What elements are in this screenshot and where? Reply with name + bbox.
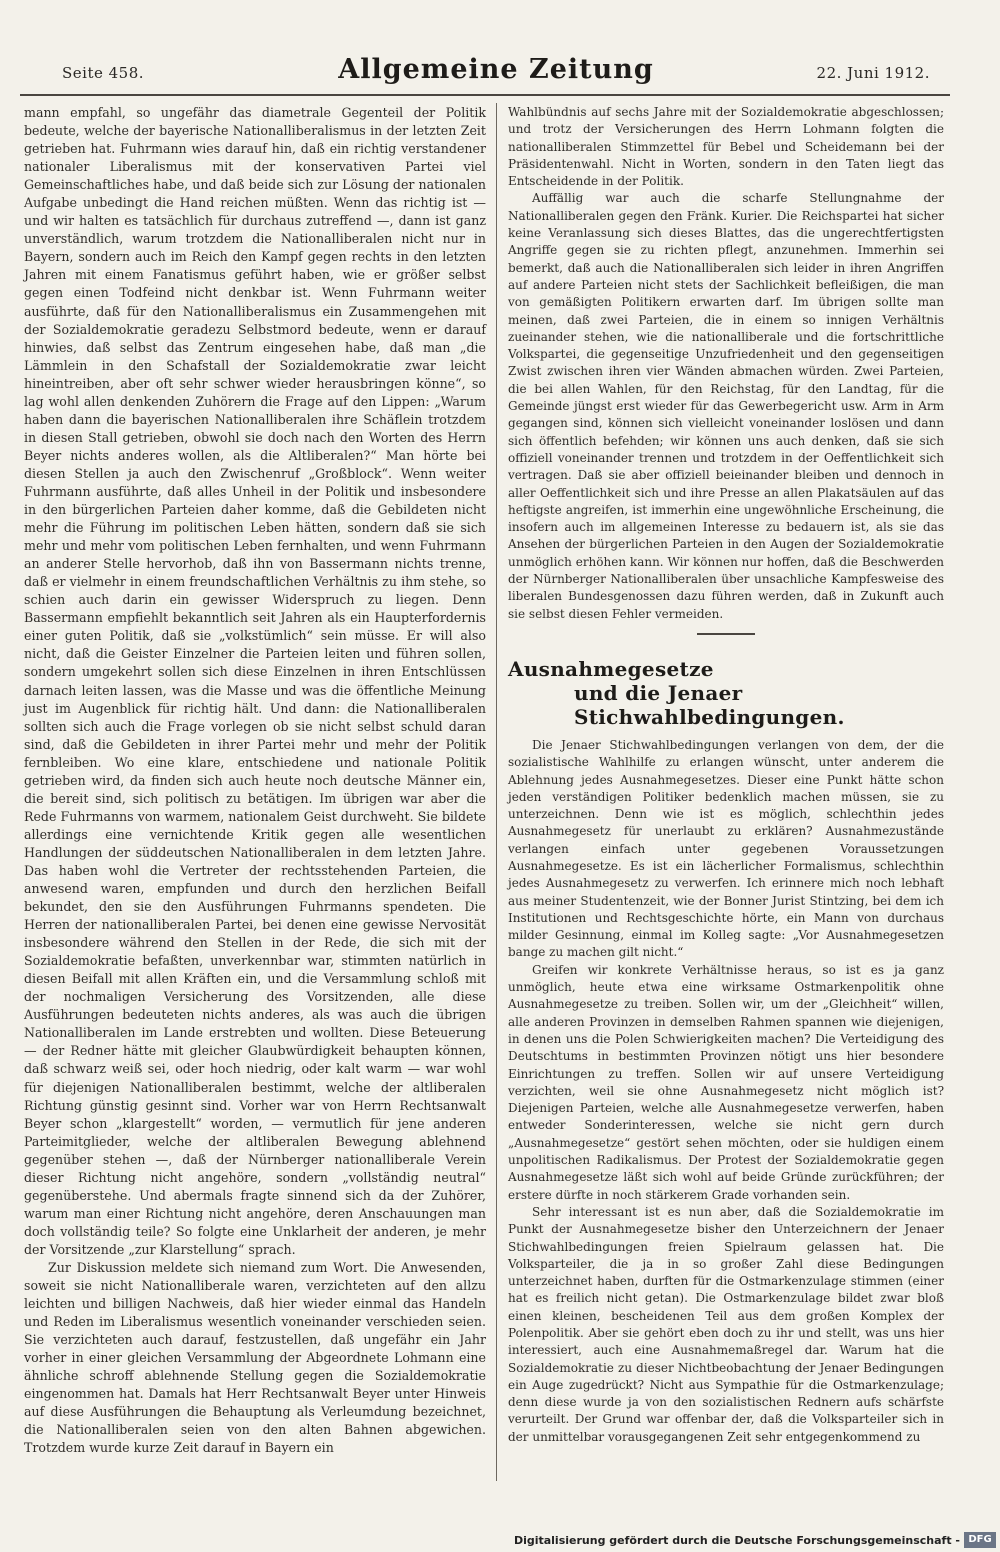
article-paragraph: Die Jenaer Stichwahlbedingungen verlangen von dem, der die sozialistische Wahlhilfe zu erlangen wünscht, unter anderem die Ablehnung jedes Ausnahmegesetzes. Dieser eine Punkt hätte schon jeden verständigen Politiker bedenklich machen müssen, sie zu unterzeichnen. Denn wie ist es möglich, schlechthin jedes Ausnahmegesetz für unerlaubt zu erklären? Ausnahmezustände verlangen einfach unter gegebenen Voraussetzungen Ausnahmegesetze. Es ist ein lächerlicher Formalismus, schlechthin jedes Ausnahmegesetz zu verwerfen. Ich erinnere mich noch lebhaft aus meiner Studentenzeit, wie der Bonner Jurist Stintzing, bei dem ich Institutionen und Rechtsgeschichte hörte, ein Mann von durchaus milder Gesinnung, einmal im Kolleg sagte: „Vor Ausnahmegesetzen bange zu machen gilt nicht.“ — [508, 737, 944, 960]
article-paragraph: Zur Diskussion meldete sich niemand zum Wort. Die Anwesenden, soweit sie nicht Nationalliberale waren, verzichteten auf den allzu leichten und billigen Nachweis, daß hier wieder einmal das Handeln und Reden im Liberalismus wesentlich voneinander verschieden seien. Sie verzichteten auch darauf, festzustellen, daß ungefähr ein Jahr vorher in einer gleichen Versammlung der Abgeordnete Lohmann eine ähnliche schroff ablehnende Stellung gegen die Sozialdemokratie eingenommen hat. Damals hat Herr Rechtsanwalt Beyer unter Hinweis auf diese Ausführungen die Behauptung als Verleumdung bezeichnet, die Nationalliberalen seien von den alten Bahnen abgewichen. Trotzdem wurde kurze Zeit darauf in Bayern ein — [24, 1260, 486, 1456]
column-divider — [496, 103, 497, 1481]
page-header — [62, 54, 930, 94]
article-paragraph: mann empfahl, so ungefähr das diametrale Gegenteil der Politik bedeute, welche der bayerische Nationalliberalismus in der letzten Zeit getrieben hat. Fuhrmann wies darauf hin, daß ein richtig verstandener nationaler Liberalismus mit der konservativen Partei viel Gemeinschaftliches habe, und daß beide sich zur Lösung der nationalen Aufgabe unbedingt die Hand reichen müßten. Wenn das richtig ist — und wir halten es tatsächlich für durchaus zutreffend —, dann ist ganz unverständlich, warum trotzdem die Nationalliberalen nicht nur in Bayern, sondern auch im Reich den Kampf gegen rechts in den letzten Jahren mit einem Fanatismus geführt haben, wie er größer selbst gegen einen Todfeind nicht denkbar ist. Wenn Fuhrmann weiter ausführte, daß für den Nationalliberalismus ein Zusammengehen mit der Sozialdemokratie geradezu Selbstmord bedeute, wenn er darauf hinwies, daß selbst das Zentrum eingesehen habe, daß man „die Lämmlein in den Schafstall der Sozialdemokratie zwar leicht hineintreiben, aber oft sehr schwer wieder herausbringen könne“, so lag wohl allen denkenden Zuhörern die Frage auf den Lippen: „Warum haben dann die bayerischen Nationalliberalen ihre Schäflein trotzdem in diesen Stall getrieben, obwohl sie doch nach den Worten des Herrn Beyer nichts anderes wollen, als die Altliberalen?“ Man hörte bei diesen Stellen ja auch den Zwischenruf „Großblock“. Wenn weiter Fuhrmann ausführte, daß alles Unheil in der Politik und insbesondere in den bürgerlichen Parteien daher komme, daß die Gebildeten nicht mehr die Führung im politischen Leben hätten, sondern daß sie sich mehr und mehr vom politischen Leben fernhalten, und wenn Fuhrmann an anderer Stelle hervorhob, daß ihn von Bassermann nichts trenne, daß er vielmehr in einem freundschaftlichen Verhältnis zu ihm stehe, so schien auch darin ein gewisser Widerspruch zu liegen. Denn Bassermann empfiehlt bekanntlich seit Jahren als ein Haupterfordernis einer guten Politik, daß sie „volkstümlich“ sein müsse. Er will also nicht, daß die Geister Einzelner die Parteien leiten und führen sollen, sondern umgekehrt sollen sich diese Einzelnen in ihren Entschlüssen darnach leiten lassen, was die Masse und was die öffentliche Meinung just im Augenblick für richtig hält. Und dann: die Nationalliberalen sollten sich auch die Frage vorlegen ob sie nicht selbst schuld daran sind, daß die Gebildeten in ihrer Partei mehr und mehr der Politik fernbleiben. Wo eine klare, entschiedene und nationale Politik getrieben wird, da finden sich auch heute noch deutsche Männer ein, die bereit sind, sich politisch zu betätigen. Im übrigen war aber die Rede Fuhrmanns von warmem, nationalem Geist durchweht. Sie bildete allerdings eine vernichtende Kritik gegen alle wesentlichen Handlungen der süddeutschen Nationalliberalen in dem letzten Jahre. Das haben wohl die Vertreter der rechtsstehenden Parteien, die anwesend waren, empfunden und durch den herzlichen Beifall bekundet, den sie den Ausführungen Fuhrmanns spendeten. Die Herren der nationalliberalen Partei, bei denen eine gewisse Nervosität insbesondere während den Stellen in der Rede, die sich mit der Sozialdemokratie befaßten, unverkennbar war, stimmten natürlich in diesen Beifall mit allen Kräften ein, und die Versammlung schloß mit der nochmaligen Versicherung des Vorsitzenden, alle diese Ausführungen bedeuteten nichts anderes, als was auch die übrigen Nationalliberalen im Lande erstrebten und wollten. Diese Beteuerung — der Redner hätte mit gleicher Glaubwürdigkeit behaupten können, daß schwarz weiß sei, oder hoch niedrig, oder kalt warm — war wohl für diejenigen Nationalliberalen bestimmt, welche der altliberalen Richtung günstig gesinnt sind. Vorher war von Herrn Rechtsanwalt Beyer schon „klargestellt“ worden, — vermutlich für jene anderen Parteimitglieder, welche der altliberalen Bewegung ablehnend gegenüber stehen —, daß der Nürnberger nationalliberale Verein dieser Richtung nicht angehöre, sondern „vollständig neutral“ gegenüberstehe. Und abermals fragte sinnend sich da der Zuhörer, warum man einer Richtung nicht angehöre, deren Anschauungen man doch vollständig teile? So folgte eine Unklarheit der anderen, je mehr der Vorsitzende „zur Klarstellung“ sprach. — [24, 105, 486, 1257]
digitization-footer — [0, 1530, 1000, 1552]
left-column — [24, 104, 486, 1458]
section-heading — [508, 657, 944, 729]
issue-date: 22. Juni 1912. — [816, 64, 930, 82]
masthead-title: Allgemeine Zeitung — [338, 54, 654, 85]
article-paragraph: Auffällig war auch die scharfe Stellungnahme der Nationalliberalen gegen den Fränk. Kurier. Die Reichspartei hat sicher keine Veranlassung sich dieses Blattes, das die ungerechtfertigsten Angriffe gegen sie zu richten pflegt, anzunehmen. Immerhin sei bemerkt, daß auch die Nationalliberalen sich leider in ihren Angriffen auf andere Parteien nicht stets der Sachlichkeit befleißigen, die man von gemäßigten Politikern erwarten darf. Im übrigen sollte man meinen, daß zwei Parteien, die in einem so innigen Verhältnis zueinander stehen, wie die nationalliberale und die fortschrittliche Volkspartei, die gegenseitige Unzufriedenheit und den gegenseitigen Zwist zwischen ihren vier Wänden abmachen würden. Zwei Parteien, die bei allen Wahlen, für den Reichstag, für den Landtag, für die Gemeinde jüngst erst wieder für das Gewerbegericht usw. Arm in Arm gegangen sind, können sich vielleicht voneinander loslösen und dann sich öffentlich befehden; wir können uns auch denken, daß sie sich offiziell voneinander trennen und trotzdem in der Oeffentlichkeit sich vertragen. Daß sie aber offiziell beieinander bleiben und dennoch in aller Oeffentlichkeit sich und ihre Presse an allen Plakatsäulen auf das heftigste angreifen, ist immerhin eine ungewöhnliche Erscheinung, die insofern auch im allgemeinen Interesse zu bedauern ist, als sie das Ansehen der bürgerlichen Parteien in den Augen der Sozialdemokratie unmöglich erhöhen kann. Wir können nur hoffen, daß die Beschwerden der Nürnberger Nationalliberalen über unsachliche Kampfesweise des liberalen Bundesgenossen dazu führen werden, daß in Zukunft auch sie selbst diesen Fehler vermeiden. — [508, 191, 944, 621]
right-column — [508, 104, 944, 1446]
funding-notice: Digitalisierung gefördert durch die Deutsche Forschungsgemeinschaft - — [513, 1534, 960, 1547]
header-rule — [20, 94, 950, 96]
article-separator — [697, 633, 755, 635]
article-paragraph: Greifen wir konkrete Verhältnisse heraus, so ist es ja ganz unmöglich, heute etwa eine wirksame Ostmarkenpolitik ohne Ausnahmegesetze zu treiben. Sollen wir, um der „Gleichheit“ willen, alle anderen Provinzen in demselben Rahmen spannen wie diejenigen, in denen uns die Polen Schwierigkeiten machen? Die Verteidigung des Deutschtums in bestimmten Provinzen nötigt uns hier besondere Einrichtungen zu treffen. Sollen wir auf unsere Verteidigung verzichten, weil sie ohne Ausnahmegesetz nicht möglich ist? Diejenigen Parteien, welche alle Ausnahmegesetze verwerfen, haben entweder Sonderinteressen, welche sie nicht gern durch „Ausnahmegesetze“ gestört sehen möchten, oder sie huldigen einem unpolitischen Radikalismus. Der Protest der Sozialdemokratie gegen Ausnahmegesetze läßt sich wohl auf beide Gründe zurückführen; der erstere dürfte in noch stärkerem Grade vorhanden sein. — [508, 962, 944, 1202]
article-paragraph: Wahlbündnis auf sechs Jahre mit der Sozialdemokratie abgeschlossen; und trotz der Versicherungen des Herrn Lohmann folgten die nationalliberalen Stimmzettel für Bebel und Scheidemann bei der Präsidentenwahl. Nicht in Worten, sondern in den Taten liegt das Entscheidende in der Politik. — [508, 105, 944, 189]
dfg-logo-icon: DFG — [964, 1532, 996, 1548]
page-number: Seite 458. — [62, 64, 145, 82]
article-paragraph: Sehr interessant ist es nun aber, daß die Sozialdemokratie im Punkt der Ausnahmegesetze bisher den Unterzeichnern der Jenaer Stichwahlbedingungen freien Spielraum gelassen hat. Die Volksparteiler, die ja in so großer Zahl diese Bedingungen unterzeichnet haben, durften für die Ostmarkenzulage stimmen (einer hat es freilich nicht getan). Die Ostmarkenzulage bildet zwar bloß einen kleinen, bescheidenen Teil aus dem großen Komplex der Polenpolitik. Aber sie gehört eben doch zu ihr und stellt, was uns hier interessiert, auch eine Ausnahmemaßregel dar. Warum hat die Sozialdemokratie zu dieser Nichtbeobachtung der Jenaer Bedingungen ein Auge zugedrückt? Nicht aus Sympathie für die Ostmarkenzulage; denn diese wurde ja von den sozialistischen Rednern aufs schärfste verurteilt. Der Grund war offenbar der, daß die Volksparteiler sich in der unmittelbar vorausgegangenen Zeit sehr entgegenkommend zu — [508, 1204, 944, 1444]
section-title-line2: und die Jenaer Stichwahlbedingungen. — [574, 680, 845, 729]
section-title-line1: Ausnahmegesetze — [508, 656, 714, 681]
